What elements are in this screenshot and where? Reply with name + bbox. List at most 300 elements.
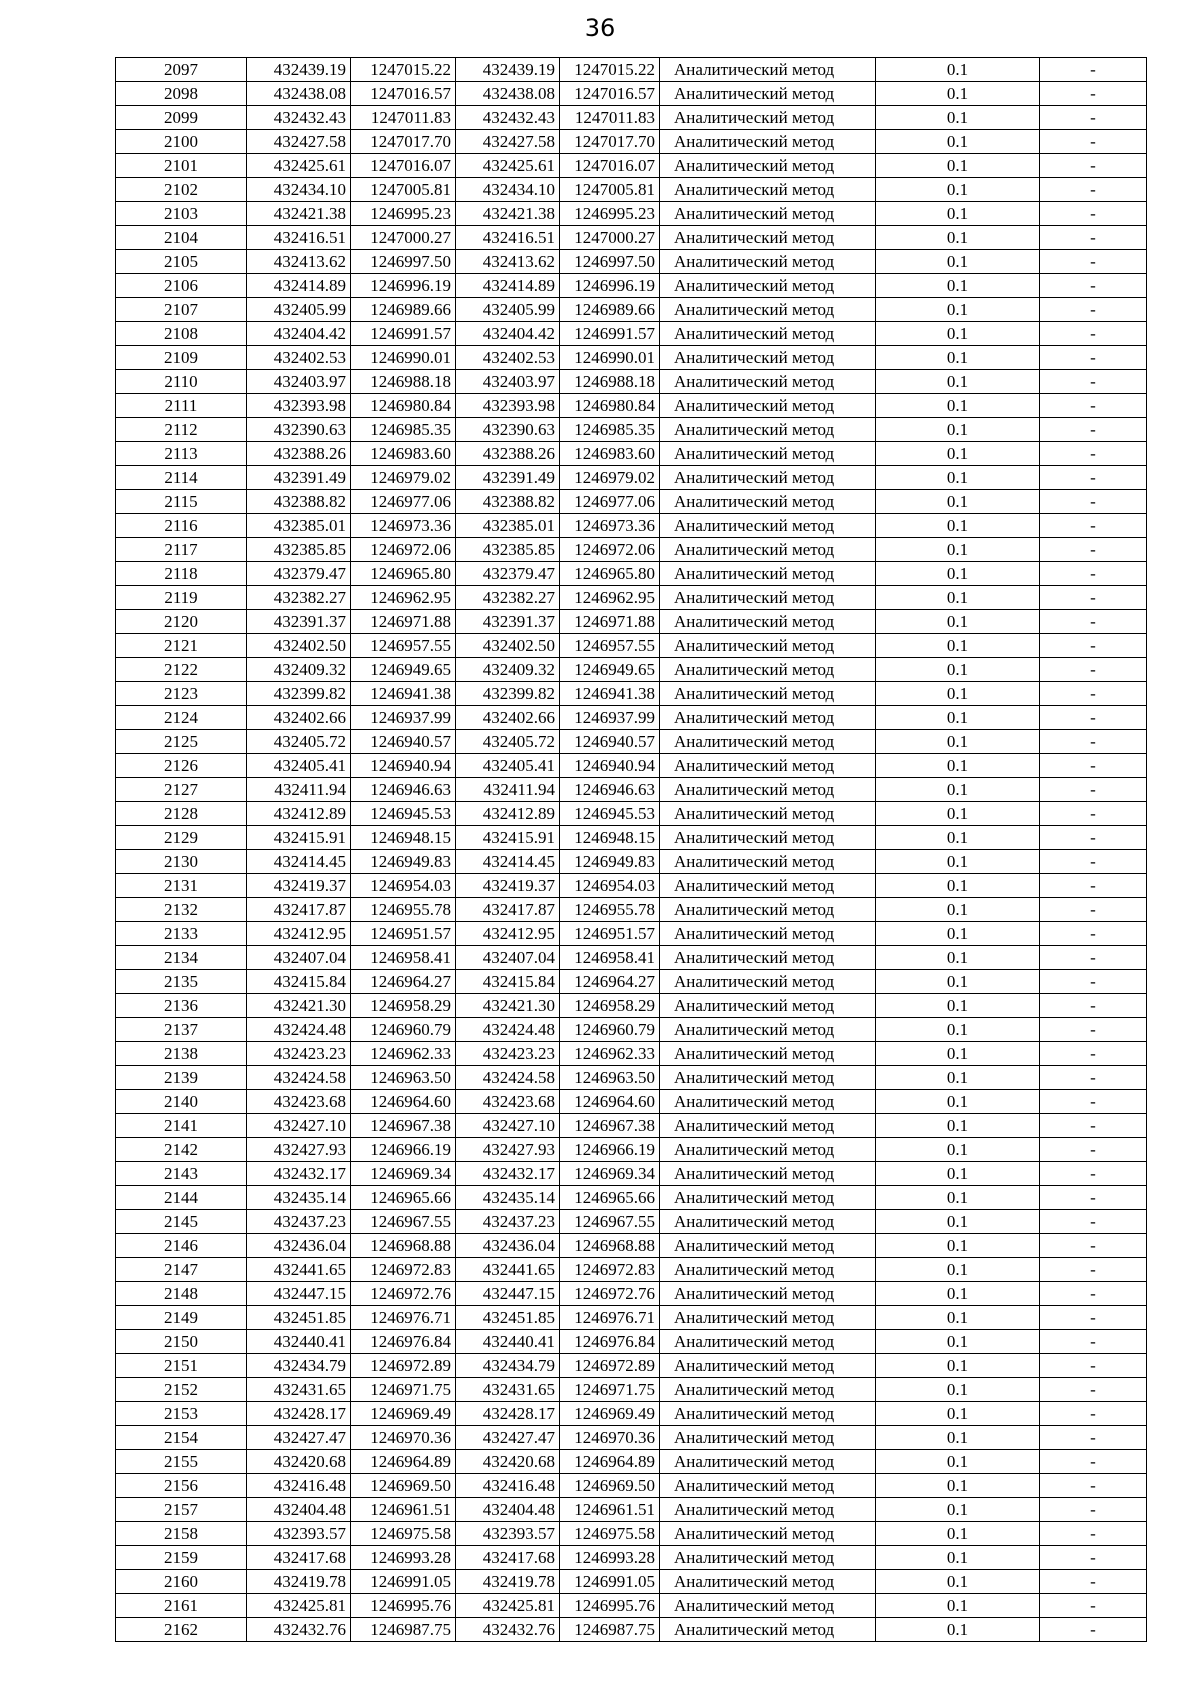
y-coordinate-cell: 1246949.83 (351, 850, 456, 874)
point-number-cell: 2162 (116, 1618, 247, 1642)
table-row (116, 874, 1147, 898)
note-cell: - (1040, 730, 1147, 754)
note-cell: - (1040, 226, 1147, 250)
point-number-cell: 2160 (116, 1570, 247, 1594)
y-coordinate-cell: 1246967.38 (560, 1114, 660, 1138)
method-cell: Аналитический метод (660, 970, 876, 994)
x-coordinate-cell: 432390.63 (247, 418, 351, 442)
accuracy-cell: 0.1 (876, 970, 1040, 994)
page-number: 36 (584, 14, 616, 42)
note-cell: - (1040, 346, 1147, 370)
x-coordinate-cell: 432427.47 (456, 1426, 560, 1450)
x-coordinate-cell: 432412.95 (247, 922, 351, 946)
x-coordinate-cell: 432415.91 (247, 826, 351, 850)
table-row (116, 514, 1147, 538)
x-coordinate-cell: 432388.82 (247, 490, 351, 514)
table-row (116, 1498, 1147, 1522)
table-row (116, 562, 1147, 586)
y-coordinate-cell: 1246972.76 (560, 1282, 660, 1306)
y-coordinate-cell: 1246958.29 (351, 994, 456, 1018)
method-cell: Аналитический метод (660, 1594, 876, 1618)
method-cell: Аналитический метод (660, 106, 876, 130)
point-number-cell: 2121 (116, 634, 247, 658)
y-coordinate-cell: 1246964.60 (351, 1090, 456, 1114)
note-cell: - (1040, 562, 1147, 586)
y-coordinate-cell: 1246965.80 (560, 562, 660, 586)
y-coordinate-cell: 1246969.34 (351, 1162, 456, 1186)
method-cell: Аналитический метод (660, 322, 876, 346)
y-coordinate-cell: 1247017.70 (560, 130, 660, 154)
table-row (116, 1546, 1147, 1570)
x-coordinate-cell: 432417.87 (456, 898, 560, 922)
method-cell: Аналитический метод (660, 562, 876, 586)
x-coordinate-cell: 432405.41 (456, 754, 560, 778)
note-cell: - (1040, 1594, 1147, 1618)
accuracy-cell: 0.1 (876, 1426, 1040, 1450)
accuracy-cell: 0.1 (876, 154, 1040, 178)
accuracy-cell: 0.1 (876, 466, 1040, 490)
y-coordinate-cell: 1246991.05 (351, 1570, 456, 1594)
y-coordinate-cell: 1246962.33 (560, 1042, 660, 1066)
x-coordinate-cell: 432402.66 (456, 706, 560, 730)
y-coordinate-cell: 1246966.19 (351, 1138, 456, 1162)
y-coordinate-cell: 1246963.50 (560, 1066, 660, 1090)
point-number-cell: 2110 (116, 370, 247, 394)
y-coordinate-cell: 1246964.60 (560, 1090, 660, 1114)
accuracy-cell: 0.1 (876, 1210, 1040, 1234)
x-coordinate-cell: 432434.10 (456, 178, 560, 202)
point-number-cell: 2099 (116, 106, 247, 130)
y-coordinate-cell: 1246964.89 (560, 1450, 660, 1474)
x-coordinate-cell: 432379.47 (456, 562, 560, 586)
y-coordinate-cell: 1246954.03 (560, 874, 660, 898)
accuracy-cell: 0.1 (876, 1330, 1040, 1354)
table-row (116, 1306, 1147, 1330)
accuracy-cell: 0.1 (876, 1522, 1040, 1546)
y-coordinate-cell: 1246970.36 (560, 1426, 660, 1450)
note-cell: - (1040, 1402, 1147, 1426)
x-coordinate-cell: 432427.10 (456, 1114, 560, 1138)
y-coordinate-cell: 1246946.63 (351, 778, 456, 802)
method-cell: Аналитический метод (660, 1090, 876, 1114)
x-coordinate-cell: 432388.26 (247, 442, 351, 466)
x-coordinate-cell: 432402.66 (247, 706, 351, 730)
x-coordinate-cell: 432393.98 (456, 394, 560, 418)
x-coordinate-cell: 432420.68 (247, 1450, 351, 1474)
note-cell: - (1040, 1378, 1147, 1402)
table-row (116, 490, 1147, 514)
point-number-cell: 2134 (116, 946, 247, 970)
x-coordinate-cell: 432423.68 (456, 1090, 560, 1114)
note-cell: - (1040, 994, 1147, 1018)
note-cell: - (1040, 946, 1147, 970)
table-row (116, 1138, 1147, 1162)
x-coordinate-cell: 432385.85 (456, 538, 560, 562)
note-cell: - (1040, 394, 1147, 418)
y-coordinate-cell: 1246997.50 (560, 250, 660, 274)
y-coordinate-cell: 1246987.75 (351, 1618, 456, 1642)
x-coordinate-cell: 432404.48 (456, 1498, 560, 1522)
point-number-cell: 2159 (116, 1546, 247, 1570)
table-row (116, 706, 1147, 730)
table-row (116, 802, 1147, 826)
x-coordinate-cell: 432402.53 (456, 346, 560, 370)
y-coordinate-cell: 1246949.65 (351, 658, 456, 682)
method-cell: Аналитический метод (660, 1306, 876, 1330)
point-number-cell: 2101 (116, 154, 247, 178)
y-coordinate-cell: 1246995.76 (560, 1594, 660, 1618)
point-number-cell: 2102 (116, 178, 247, 202)
y-coordinate-cell: 1246966.19 (560, 1138, 660, 1162)
method-cell: Аналитический метод (660, 1210, 876, 1234)
table-row (116, 1018, 1147, 1042)
point-number-cell: 2107 (116, 298, 247, 322)
method-cell: Аналитический метод (660, 706, 876, 730)
y-coordinate-cell: 1247016.57 (560, 82, 660, 106)
accuracy-cell: 0.1 (876, 1450, 1040, 1474)
y-coordinate-cell: 1246983.60 (560, 442, 660, 466)
x-coordinate-cell: 432412.89 (456, 802, 560, 826)
x-coordinate-cell: 432431.65 (247, 1378, 351, 1402)
x-coordinate-cell: 432415.84 (247, 970, 351, 994)
y-coordinate-cell: 1246948.15 (560, 826, 660, 850)
y-coordinate-cell: 1246945.53 (351, 802, 456, 826)
method-cell: Аналитический метод (660, 754, 876, 778)
note-cell: - (1040, 586, 1147, 610)
x-coordinate-cell: 432414.89 (456, 274, 560, 298)
method-cell: Аналитический метод (660, 1162, 876, 1186)
note-cell: - (1040, 274, 1147, 298)
y-coordinate-cell: 1246988.18 (351, 370, 456, 394)
point-number-cell: 2155 (116, 1450, 247, 1474)
accuracy-cell: 0.1 (876, 658, 1040, 682)
table-row (116, 154, 1147, 178)
x-coordinate-cell: 432440.41 (456, 1330, 560, 1354)
point-number-cell: 2153 (116, 1402, 247, 1426)
y-coordinate-cell: 1246968.88 (560, 1234, 660, 1258)
method-cell: Аналитический метод (660, 178, 876, 202)
method-cell: Аналитический метод (660, 874, 876, 898)
x-coordinate-cell: 432427.58 (247, 130, 351, 154)
accuracy-cell: 0.1 (876, 346, 1040, 370)
method-cell: Аналитический метод (660, 82, 876, 106)
x-coordinate-cell: 432399.82 (456, 682, 560, 706)
note-cell: - (1040, 1354, 1147, 1378)
accuracy-cell: 0.1 (876, 994, 1040, 1018)
y-coordinate-cell: 1246975.58 (351, 1522, 456, 1546)
note-cell: - (1040, 874, 1147, 898)
x-coordinate-cell: 432413.62 (247, 250, 351, 274)
y-coordinate-cell: 1246979.02 (560, 466, 660, 490)
method-cell: Аналитический метод (660, 1474, 876, 1498)
y-coordinate-cell: 1246996.19 (351, 274, 456, 298)
accuracy-cell: 0.1 (876, 418, 1040, 442)
point-number-cell: 2124 (116, 706, 247, 730)
accuracy-cell: 0.1 (876, 1402, 1040, 1426)
accuracy-cell: 0.1 (876, 514, 1040, 538)
table-row (116, 250, 1147, 274)
y-coordinate-cell: 1246951.57 (351, 922, 456, 946)
x-coordinate-cell: 432441.65 (456, 1258, 560, 1282)
x-coordinate-cell: 432439.19 (456, 58, 560, 82)
point-number-cell: 2097 (116, 58, 247, 82)
y-coordinate-cell: 1246977.06 (351, 490, 456, 514)
accuracy-cell: 0.1 (876, 1234, 1040, 1258)
y-coordinate-cell: 1246965.66 (351, 1186, 456, 1210)
point-number-cell: 2141 (116, 1114, 247, 1138)
method-cell: Аналитический метод (660, 1258, 876, 1282)
x-coordinate-cell: 432415.84 (456, 970, 560, 994)
point-number-cell: 2143 (116, 1162, 247, 1186)
point-number-cell: 2128 (116, 802, 247, 826)
x-coordinate-cell: 432404.42 (456, 322, 560, 346)
method-cell: Аналитический метод (660, 1402, 876, 1426)
table-row (116, 682, 1147, 706)
note-cell: - (1040, 1186, 1147, 1210)
x-coordinate-cell: 432404.48 (247, 1498, 351, 1522)
table-row (116, 1234, 1147, 1258)
x-coordinate-cell: 432405.41 (247, 754, 351, 778)
note-cell: - (1040, 1258, 1147, 1282)
y-coordinate-cell: 1246989.66 (560, 298, 660, 322)
x-coordinate-cell: 432427.10 (247, 1114, 351, 1138)
y-coordinate-cell: 1246985.35 (351, 418, 456, 442)
table-row (116, 922, 1147, 946)
y-coordinate-cell: 1246979.02 (351, 466, 456, 490)
note-cell: - (1040, 922, 1147, 946)
note-cell: - (1040, 1090, 1147, 1114)
note-cell: - (1040, 466, 1147, 490)
accuracy-cell: 0.1 (876, 1282, 1040, 1306)
y-coordinate-cell: 1246972.76 (351, 1282, 456, 1306)
x-coordinate-cell: 432435.14 (456, 1186, 560, 1210)
accuracy-cell: 0.1 (876, 82, 1040, 106)
x-coordinate-cell: 432405.99 (247, 298, 351, 322)
y-coordinate-cell: 1246955.78 (351, 898, 456, 922)
point-number-cell: 2117 (116, 538, 247, 562)
note-cell: - (1040, 706, 1147, 730)
accuracy-cell: 0.1 (876, 130, 1040, 154)
y-coordinate-cell: 1246995.23 (560, 202, 660, 226)
table-row (116, 898, 1147, 922)
point-number-cell: 2136 (116, 994, 247, 1018)
x-coordinate-cell: 432412.95 (456, 922, 560, 946)
y-coordinate-cell: 1246972.83 (560, 1258, 660, 1282)
x-coordinate-cell: 432403.97 (456, 370, 560, 394)
table-row (116, 1450, 1147, 1474)
note-cell: - (1040, 1522, 1147, 1546)
accuracy-cell: 0.1 (876, 1570, 1040, 1594)
table-row (116, 202, 1147, 226)
accuracy-cell: 0.1 (876, 1594, 1040, 1618)
note-cell: - (1040, 178, 1147, 202)
point-number-cell: 2115 (116, 490, 247, 514)
note-cell: - (1040, 1282, 1147, 1306)
method-cell: Аналитический метод (660, 1570, 876, 1594)
point-number-cell: 2161 (116, 1594, 247, 1618)
x-coordinate-cell: 432393.98 (247, 394, 351, 418)
y-coordinate-cell: 1247015.22 (351, 58, 456, 82)
x-coordinate-cell: 432417.87 (247, 898, 351, 922)
x-coordinate-cell: 432421.30 (456, 994, 560, 1018)
y-coordinate-cell: 1246967.38 (351, 1114, 456, 1138)
point-number-cell: 2148 (116, 1282, 247, 1306)
y-coordinate-cell: 1246961.51 (560, 1498, 660, 1522)
x-coordinate-cell: 432388.82 (456, 490, 560, 514)
x-coordinate-cell: 432421.30 (247, 994, 351, 1018)
point-number-cell: 2129 (116, 826, 247, 850)
point-number-cell: 2108 (116, 322, 247, 346)
table-row (116, 1210, 1147, 1234)
method-cell: Аналитический метод (660, 1450, 876, 1474)
table-row (116, 106, 1147, 130)
table-row (116, 1330, 1147, 1354)
point-number-cell: 2114 (116, 466, 247, 490)
table-body (116, 58, 1147, 1642)
y-coordinate-cell: 1247005.81 (351, 178, 456, 202)
point-number-cell: 2106 (116, 274, 247, 298)
method-cell: Аналитический метод (660, 922, 876, 946)
x-coordinate-cell: 432447.15 (247, 1282, 351, 1306)
y-coordinate-cell: 1247011.83 (560, 106, 660, 130)
note-cell: - (1040, 1234, 1147, 1258)
x-coordinate-cell: 432432.76 (456, 1618, 560, 1642)
y-coordinate-cell: 1246991.05 (560, 1570, 660, 1594)
x-coordinate-cell: 432382.27 (456, 586, 560, 610)
note-cell: - (1040, 490, 1147, 514)
y-coordinate-cell: 1246940.57 (560, 730, 660, 754)
method-cell: Аналитический метод (660, 130, 876, 154)
note-cell: - (1040, 154, 1147, 178)
x-coordinate-cell: 432419.78 (247, 1570, 351, 1594)
y-coordinate-cell: 1246995.23 (351, 202, 456, 226)
point-number-cell: 2150 (116, 1330, 247, 1354)
y-coordinate-cell: 1246976.71 (560, 1306, 660, 1330)
note-cell: - (1040, 1066, 1147, 1090)
point-number-cell: 2100 (116, 130, 247, 154)
method-cell: Аналитический метод (660, 802, 876, 826)
x-coordinate-cell: 432427.93 (456, 1138, 560, 1162)
note-cell: - (1040, 1618, 1147, 1642)
y-coordinate-cell: 1246949.65 (560, 658, 660, 682)
table-row (116, 1042, 1147, 1066)
table-row (116, 826, 1147, 850)
y-coordinate-cell: 1246949.83 (560, 850, 660, 874)
point-number-cell: 2104 (116, 226, 247, 250)
y-coordinate-cell: 1246985.35 (560, 418, 660, 442)
y-coordinate-cell: 1246975.58 (560, 1522, 660, 1546)
point-number-cell: 2158 (116, 1522, 247, 1546)
table-row (116, 634, 1147, 658)
x-coordinate-cell: 432411.94 (247, 778, 351, 802)
y-coordinate-cell: 1247016.07 (351, 154, 456, 178)
y-coordinate-cell: 1246976.84 (351, 1330, 456, 1354)
method-cell: Аналитический метод (660, 1426, 876, 1450)
x-coordinate-cell: 432414.45 (247, 850, 351, 874)
accuracy-cell: 0.1 (876, 322, 1040, 346)
x-coordinate-cell: 432412.89 (247, 802, 351, 826)
accuracy-cell: 0.1 (876, 730, 1040, 754)
accuracy-cell: 0.1 (876, 1546, 1040, 1570)
point-number-cell: 2127 (116, 778, 247, 802)
accuracy-cell: 0.1 (876, 226, 1040, 250)
method-cell: Аналитический метод (660, 1138, 876, 1162)
y-coordinate-cell: 1246962.33 (351, 1042, 456, 1066)
table-row (116, 754, 1147, 778)
table-row (116, 58, 1147, 82)
accuracy-cell: 0.1 (876, 178, 1040, 202)
x-coordinate-cell: 432434.79 (247, 1354, 351, 1378)
accuracy-cell: 0.1 (876, 1042, 1040, 1066)
x-coordinate-cell: 432407.04 (247, 946, 351, 970)
table-row (116, 1114, 1147, 1138)
x-coordinate-cell: 432416.51 (247, 226, 351, 250)
x-coordinate-cell: 432447.15 (456, 1282, 560, 1306)
y-coordinate-cell: 1246957.55 (351, 634, 456, 658)
y-coordinate-cell: 1246969.50 (351, 1474, 456, 1498)
method-cell: Аналитический метод (660, 202, 876, 226)
y-coordinate-cell: 1246972.06 (351, 538, 456, 562)
x-coordinate-cell: 432399.82 (247, 682, 351, 706)
y-coordinate-cell: 1246957.55 (560, 634, 660, 658)
method-cell: Аналитический метод (660, 466, 876, 490)
point-number-cell: 2135 (116, 970, 247, 994)
y-coordinate-cell: 1247016.57 (351, 82, 456, 106)
y-coordinate-cell: 1246946.63 (560, 778, 660, 802)
y-coordinate-cell: 1246972.89 (560, 1354, 660, 1378)
x-coordinate-cell: 432425.81 (456, 1594, 560, 1618)
x-coordinate-cell: 432391.49 (456, 466, 560, 490)
point-number-cell: 2125 (116, 730, 247, 754)
y-coordinate-cell: 1246997.50 (351, 250, 456, 274)
x-coordinate-cell: 432411.94 (456, 778, 560, 802)
accuracy-cell: 0.1 (876, 706, 1040, 730)
accuracy-cell: 0.1 (876, 202, 1040, 226)
y-coordinate-cell: 1246948.15 (351, 826, 456, 850)
y-coordinate-cell: 1246937.99 (351, 706, 456, 730)
y-coordinate-cell: 1246954.03 (351, 874, 456, 898)
accuracy-cell: 0.1 (876, 1114, 1040, 1138)
accuracy-cell: 0.1 (876, 1306, 1040, 1330)
accuracy-cell: 0.1 (876, 250, 1040, 274)
note-cell: - (1040, 370, 1147, 394)
note-cell: - (1040, 898, 1147, 922)
y-coordinate-cell: 1246955.78 (560, 898, 660, 922)
note-cell: - (1040, 514, 1147, 538)
y-coordinate-cell: 1246967.55 (560, 1210, 660, 1234)
method-cell: Аналитический метод (660, 250, 876, 274)
table-row (116, 466, 1147, 490)
table-row (116, 658, 1147, 682)
x-coordinate-cell: 432385.85 (247, 538, 351, 562)
y-coordinate-cell: 1246962.95 (560, 586, 660, 610)
x-coordinate-cell: 432428.17 (247, 1402, 351, 1426)
table-row (116, 946, 1147, 970)
x-coordinate-cell: 432437.23 (247, 1210, 351, 1234)
point-number-cell: 2113 (116, 442, 247, 466)
y-coordinate-cell: 1246958.41 (560, 946, 660, 970)
point-number-cell: 2157 (116, 1498, 247, 1522)
table-row (116, 1258, 1147, 1282)
accuracy-cell: 0.1 (876, 298, 1040, 322)
method-cell: Аналитический метод (660, 226, 876, 250)
accuracy-cell: 0.1 (876, 586, 1040, 610)
y-coordinate-cell: 1246983.60 (351, 442, 456, 466)
note-cell: - (1040, 1330, 1147, 1354)
table-row (116, 1378, 1147, 1402)
table-row (116, 322, 1147, 346)
x-coordinate-cell: 432421.38 (247, 202, 351, 226)
